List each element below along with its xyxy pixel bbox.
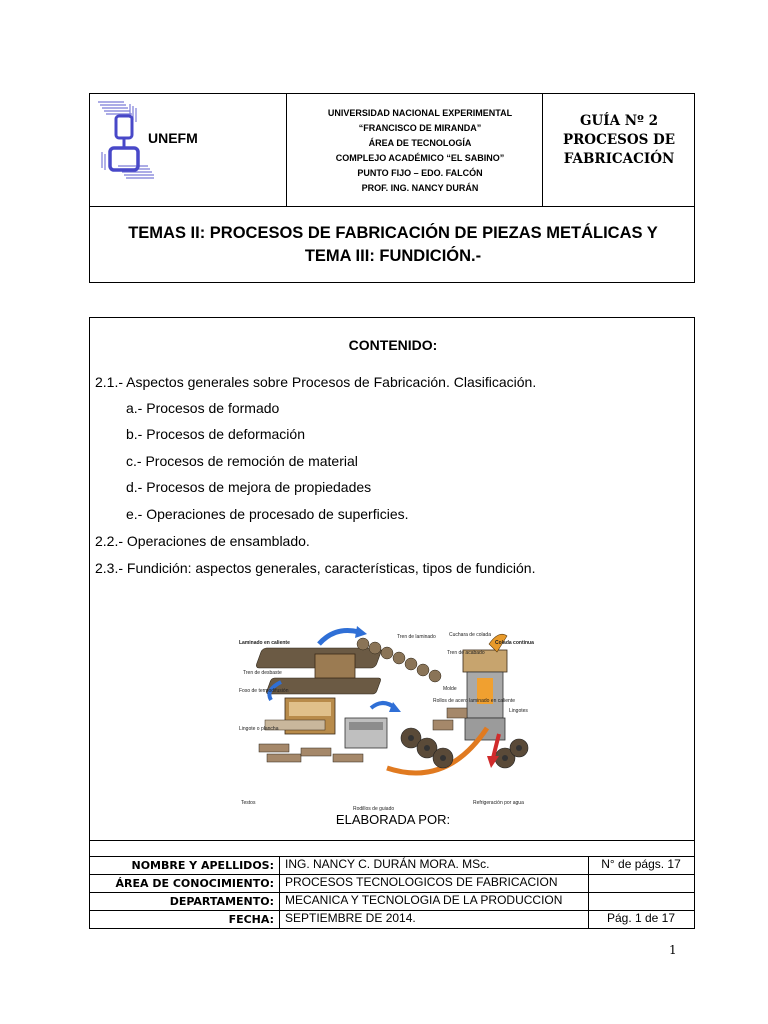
institution-block	[286, 106, 554, 196]
institution-line: PROF. ING. NANCY DURÁN	[361, 183, 479, 193]
row-label-department: DEPARTAMENTO:	[169, 895, 274, 908]
row-value-area: PROCESOS TECNOLOGICOS DE FABRICACION	[285, 875, 558, 889]
institution-line: “FRANCISCO DE MIRANDA”	[358, 123, 482, 133]
guide-title	[542, 112, 696, 169]
guide-line: FABRICACIÓN	[563, 151, 675, 167]
steel-process-illustration	[237, 608, 537, 814]
page-number: 1	[669, 943, 677, 957]
row-value-department: MECANICA Y TECNOLOGIA DE LA PRODUCCION	[285, 893, 563, 907]
illustration-label: Rollos de acero laminado en caliente	[433, 698, 515, 704]
row-value-name: ING. NANCY C. DURÁN MORA. MSc.	[285, 857, 490, 871]
institution-line: PUNTO FIJO – EDO. FALCÓN	[357, 168, 483, 178]
guide-line: PROCESOS DE	[562, 132, 676, 148]
illustration-label: Tren de acabado	[447, 650, 485, 656]
content-title: CONTENIDO:	[348, 337, 438, 353]
row-label-date: FECHA:	[228, 913, 274, 926]
illustration-label: Lingotes	[509, 708, 528, 714]
illustration-label: Rodillos de guiado	[353, 806, 395, 812]
illustration-label: Colada continua	[495, 640, 534, 646]
illustration-label: Lingote o plancha	[239, 726, 279, 732]
elaborada-header: ELABORADA POR:	[335, 812, 451, 827]
list-item: 2.1.- Aspectos generales sobre Procesos de Fabricación. Clasificación.	[95, 374, 537, 390]
page-indicator: Pág. 1 de 17	[606, 911, 676, 925]
illustration-label: Molde	[443, 686, 457, 692]
institution-line: UNIVERSIDAD NACIONAL EXPERIMENTAL	[327, 108, 513, 118]
institution-line: ÁREA DE TECNOLOGÍA	[368, 138, 472, 148]
header-box	[89, 93, 695, 283]
content-box	[89, 317, 695, 929]
row-value-date: SEPTIEMBRE DE 2014.	[285, 911, 416, 925]
illustration-label: Tren de laminado	[397, 634, 436, 640]
illustration-label: Cuchara de colada	[449, 632, 491, 638]
list-item: a.- Procesos de formado	[126, 400, 280, 416]
page-count: N° de págs. 17	[601, 857, 681, 871]
topic-line: TEMAS II: PROCESOS DE FABRICACIÓN DE PIEZAS METÁLICAS Y	[128, 224, 658, 242]
illustration-label: Laminado en caliente	[239, 640, 290, 646]
topic-line: TEMA III: FUNDICIÓN.-	[304, 247, 482, 265]
institution-line: COMPLEJO ACADÉMICO “EL SABINO”	[335, 153, 505, 163]
illustration-label: Foso de termodifusión	[239, 688, 289, 694]
list-item: d.- Procesos de mejora de propiedades	[126, 479, 372, 495]
list-item: e.- Operaciones de procesado de superficies.	[126, 506, 409, 522]
topic-title	[90, 222, 696, 268]
unefm-logo-icon	[94, 98, 154, 188]
list-item: b.- Procesos de deformación	[126, 426, 305, 442]
illustration-label: Tren de desbaste	[243, 670, 282, 676]
illustration-label: Testos	[241, 800, 256, 806]
list-item: 2.3.- Fundición: aspectos generales, características, tipos de fundición.	[95, 560, 536, 576]
list-item: 2.2.- Operaciones de ensamblado.	[95, 533, 310, 549]
row-label-area: ÁREA DE CONOCIMIENTO:	[115, 877, 274, 890]
row-label-name: NOMBRE Y APELLIDOS:	[131, 859, 274, 872]
logo-text: UNEFM	[148, 130, 198, 146]
guide-line: GUÍA Nº 2	[580, 113, 658, 129]
illustration-label: Refrigeración por agua	[473, 800, 524, 806]
list-item: c.- Procesos de remoción de material	[126, 453, 358, 469]
